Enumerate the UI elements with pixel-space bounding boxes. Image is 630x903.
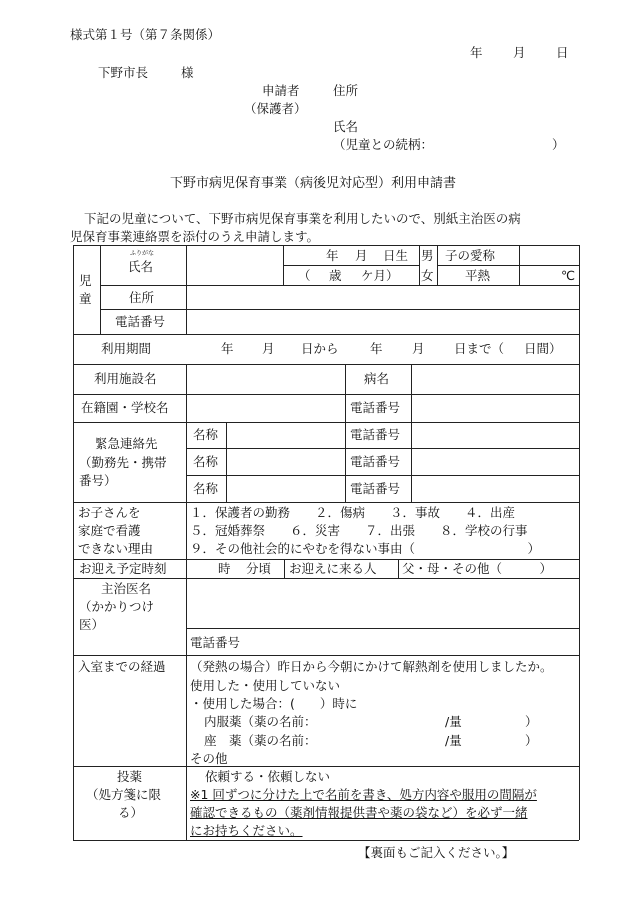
birth-day-label: 日生 <box>383 248 409 263</box>
reason-options-line-3[interactable]: ９．その他社会的にやむを得ない事由（ ） <box>190 541 541 556</box>
furigana-label: ふりがな <box>130 250 155 257</box>
progress-line-1: （発熱の場合）昨日から今朝にかけて解熱剤を使用しましたか。 <box>190 659 553 674</box>
pickup-minute-label: 分頃 <box>246 561 272 576</box>
child-address-label: 住所 <box>129 290 155 305</box>
relation-close: ） <box>552 137 565 152</box>
emergency-name-label-3: 名称 <box>193 481 219 496</box>
disease-label: 病名 <box>364 371 390 386</box>
facility-label: 利用施設名 <box>94 371 157 386</box>
medication-label-1: 投薬 <box>117 769 143 784</box>
date-day-label: 日 <box>556 45 569 60</box>
school-label: 在籍園・学校名 <box>81 400 169 415</box>
reason-options-line-2[interactable]: ５．冠婚葬祭 ６．災害 ７．出張 ８．学校の行事 <box>190 523 528 538</box>
age-years-label: 歳 <box>329 268 342 283</box>
school-phone-label: 電話番号 <box>350 400 401 415</box>
applicant-label: 申請者 <box>262 83 300 98</box>
medication-label-3: る） <box>118 805 144 820</box>
child-label-1: 児 <box>79 273 92 288</box>
medication-label-2: （処方箋に限 <box>86 787 162 802</box>
suppository-close: ） <box>525 733 538 748</box>
suppository-label: 座 薬（薬の名前： <box>204 733 317 748</box>
progress-label: 入室までの経過 <box>78 659 166 674</box>
period-from: 日から <box>301 341 339 356</box>
date-month-label: 月 <box>513 45 526 60</box>
period-y2: 年 <box>370 341 383 356</box>
period-until: 日まで（ <box>454 341 505 356</box>
emergency-phone-label-1: 電話番号 <box>350 427 401 442</box>
emergency-name-label-1: 名称 <box>193 427 219 442</box>
reason-options-line-1[interactable]: １．保護者の勤務 ２．傷病 ３．事故 ４．出産 <box>190 505 516 520</box>
child-phone-label: 電話番号 <box>115 314 166 329</box>
period-m1: 月 <box>262 341 275 356</box>
progress-line-2[interactable]: 使用した・使用していない <box>190 678 341 693</box>
progress-other-label: その他 <box>190 751 228 766</box>
medication-note-line-1: ※1 回ずつに分けた上で名前を書き、処方内容や服用の間隔が <box>190 787 537 802</box>
normal-temp-label: 平熱 <box>465 268 491 283</box>
reason-label-1: お子さんを <box>78 505 141 520</box>
doctor-label-3: 医） <box>79 617 105 632</box>
form-number: 様式第１号（第７条関係） <box>70 27 221 42</box>
medication-note-line-2: 確認できるもの（薬剤情報提供書や薬の袋など）を必ず一緒 <box>190 805 528 820</box>
reason-label-3: できない理由 <box>78 541 154 556</box>
period-y1: 年 <box>221 341 234 356</box>
child-label-2: 童 <box>79 291 92 306</box>
emergency-label-1: 緊急連絡先 <box>95 436 158 451</box>
emergency-name-label-2: 名称 <box>193 454 219 469</box>
relation-open: （児童との続柄： <box>333 137 434 152</box>
emergency-label-2: （勤務先・携帯 <box>79 455 167 470</box>
period-days: 日間） <box>524 341 562 356</box>
oral-medicine-close: ） <box>525 714 538 729</box>
age-months-label: ケ月） <box>361 268 399 283</box>
nickname-label: 子の愛称 <box>445 248 496 263</box>
sex-male-option[interactable]: 男 <box>421 248 434 263</box>
progress-line-3: ・使用した場合：( ）時に <box>190 696 358 711</box>
addressee-honorific: 様 <box>181 65 194 80</box>
guardian-label: （保護者） <box>244 101 307 116</box>
oral-medicine-amount: /量 <box>445 714 462 729</box>
doctor-label-2: （かかりつけ <box>79 599 155 614</box>
pickup-person-options[interactable]: 父・母・その他（ ） <box>402 561 553 576</box>
applicant-name-label: 氏名 <box>333 119 359 134</box>
medication-note-line-3: にお持ちください。 <box>190 823 303 838</box>
emergency-phone-label-2: 電話番号 <box>350 454 401 469</box>
doctor-phone-label: 電話番号 <box>190 635 241 650</box>
age-open: （ <box>298 268 311 283</box>
birth-month-label: 月 <box>355 248 368 263</box>
emergency-label-3: 番号） <box>79 473 117 488</box>
oral-medicine-label: 内服薬（薬の名前： <box>204 714 317 729</box>
doctor-label-1: 主治医名 <box>101 581 152 596</box>
footer-note: 【裏面もご記入ください。】 <box>358 845 515 860</box>
intro-line-2: 児保育事業連絡票を添付のうえ申請します。 <box>70 229 320 244</box>
suppository-amount: /量 <box>445 733 462 748</box>
addressee: 下野市長 <box>98 65 149 80</box>
temp-unit: ℃ <box>561 268 576 283</box>
emergency-phone-label-3: 電話番号 <box>350 481 401 496</box>
sex-female-option[interactable]: 女 <box>421 268 434 283</box>
intro-line-1: 下記の児童について、下野市病児保育事業を利用したいので、別紙主治医の病 <box>84 211 521 226</box>
child-name-label: 氏名 <box>128 259 154 274</box>
pickup-hour-label: 時 <box>218 561 231 576</box>
period-label: 利用期間 <box>101 341 152 356</box>
pickup-person-label: お迎えに来る人 <box>289 561 377 576</box>
document-title: 下野市病児保育事業（病後児対応型）利用申請書 <box>170 176 457 191</box>
period-m2: 月 <box>412 341 425 356</box>
applicant-address-label: 住所 <box>333 83 359 98</box>
date-year-label: 年 <box>470 45 483 60</box>
birth-year-label: 年 <box>326 248 339 263</box>
pickup-label: お迎え予定時刻 <box>79 561 167 576</box>
medication-request-options[interactable]: 依頼する・依頼しない <box>205 769 331 784</box>
reason-label-2: 家庭で看護 <box>78 523 141 538</box>
